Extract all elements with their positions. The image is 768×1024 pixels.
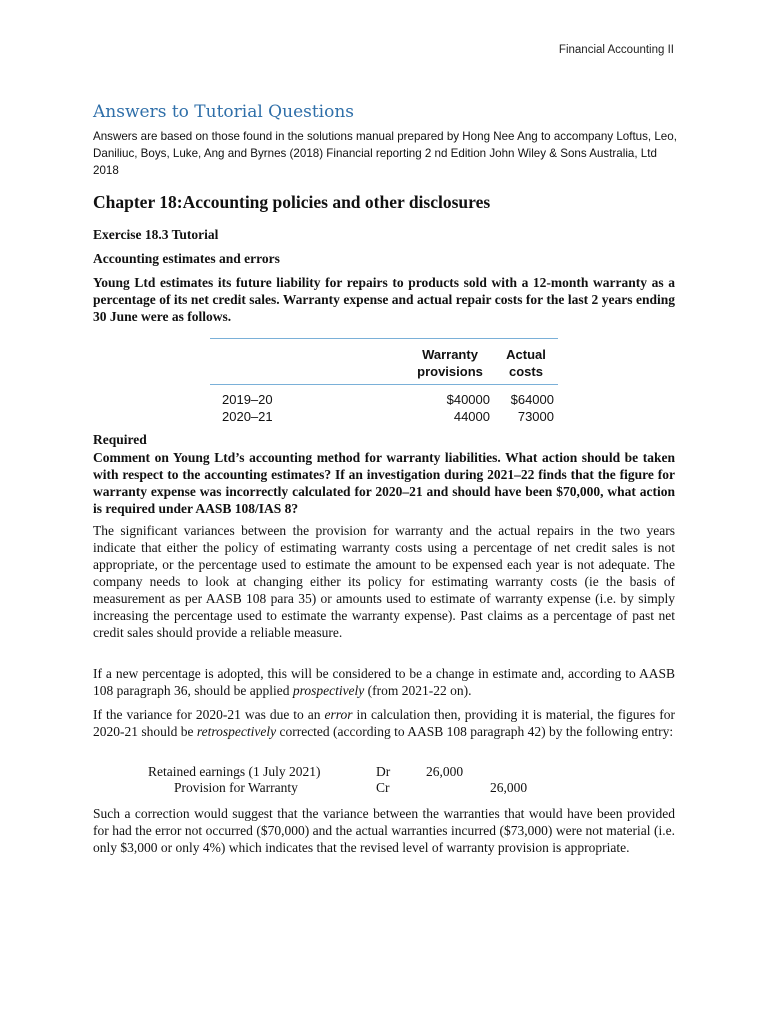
emphasis-error: error <box>324 707 353 722</box>
chapter-heading: Chapter 18:Accounting policies and other disclosures <box>93 192 491 212</box>
topic-heading: Accounting estimates and errors <box>93 251 280 266</box>
journal-credit-row <box>148 780 548 796</box>
answer-paragraph-1: The significant variances between the provision for warranty and the actual repairs in the two years indicate that either the policy of estimating warranty costs using a percentage of net credit sales is not appropriate, or the percentage used to estimate the amount to be expensed each year is not adequate. The company needs to look at changing either its policy for estimating warranty costs (ie the basis of measurement as per AASB 108 para 35) or amounts used to estimate of warranty expense (i.e. by simply increasing the percentage used to estimate the warranty expense). Past claims as a percentage of past net credit sales should provide a reliable measure. <box>93 523 675 640</box>
answers-title: Answers to Tutorial Questions <box>93 102 355 122</box>
running-header: Financial Accounting II <box>558 44 674 56</box>
row-provision: 44000 <box>453 409 490 424</box>
header-line: Actual <box>506 347 546 362</box>
row-year: 2019–20 <box>222 392 273 407</box>
credit-marker: Cr <box>376 780 390 795</box>
answers-source-note: Answers are based on those found in the solutions manual prepared by Hong Nee Ang to accompany Loftus, Leo, Daniliuc, Boys, Luke, Ang and Byrnes (2018) Financial reporting 2 nd Edition John Wiley & Sons Australia, Ltd 2018 <box>93 130 677 177</box>
text-run: corrected (according to AASB 108 paragraph 42) by the following entry: <box>276 724 674 739</box>
answer-paragraph-4: Such a correction would suggest that the variance between the warranties that would have been provided for had the error not occurred ($70,000) and the actual warranties incurred ($73,000) were not material (i.e. only $3,000 or only 4%) which indicates that the revised level of warranty provision is appropriate. <box>93 806 675 855</box>
required-question: Comment on Young Ltd’s accounting method for warranty liabilities. What action should be taken with respect to the accounting estimates? If an investigation during 2021–22 finds that the figure for warranty expense was incorrectly calculated for 2020–21 and should have been $70,000, what action is required under AASB 108/IAS 8? <box>93 450 675 516</box>
emphasis-prospectively: prospectively <box>292 683 365 698</box>
warranty-table <box>210 338 558 425</box>
journal-debit-row <box>148 764 548 780</box>
text-run: in calculation then, providing it is material, the figures for 2020-21 should be <box>93 707 675 739</box>
table-body <box>210 385 558 425</box>
credit-account: Provision for Warranty <box>174 780 298 795</box>
header-warranty-provisions <box>410 346 490 380</box>
journal-entry <box>148 764 548 796</box>
row-year: 2020–21 <box>222 409 273 424</box>
row-actual: 73000 <box>517 409 554 424</box>
credit-amount: 26,000 <box>490 780 528 795</box>
exercise-intro: Young Ltd estimates its future liability for repairs to products sold with a 12-month warranty as a percentage of its net credit sales. Warranty expense and actual repair costs for the last 2 years ending 30 June were as follows. <box>93 275 675 324</box>
text-run: (from 2021-22 on). <box>364 683 472 698</box>
debit-marker: Dr <box>376 764 391 779</box>
header-line: costs <box>509 364 543 379</box>
header-line: Warranty <box>422 347 478 362</box>
row-provision: $40000 <box>446 392 490 407</box>
exercise-heading: Exercise 18.3 Tutorial <box>93 227 219 242</box>
debit-account: Retained earnings (1 July 2021) <box>148 764 321 779</box>
answer-paragraph-3 <box>93 706 675 740</box>
answer-paragraph-2 <box>93 665 675 699</box>
text-run: If the variance for 2020-21 was due to an <box>93 707 325 722</box>
row-actual: $64000 <box>510 392 554 407</box>
emphasis-retrospectively: retrospectively <box>196 724 277 739</box>
table-row <box>210 408 558 425</box>
header-actual-costs <box>498 346 554 380</box>
required-label: Required <box>93 432 147 447</box>
table-row <box>210 391 558 408</box>
debit-amount: 26,000 <box>426 764 464 779</box>
header-line: provisions <box>417 364 483 379</box>
text-run: If a new percentage is adopted, this will be considered to be a change in estimate and, according to AASB 108 paragraph 36, should be applied <box>93 666 675 698</box>
table-header <box>210 339 558 380</box>
